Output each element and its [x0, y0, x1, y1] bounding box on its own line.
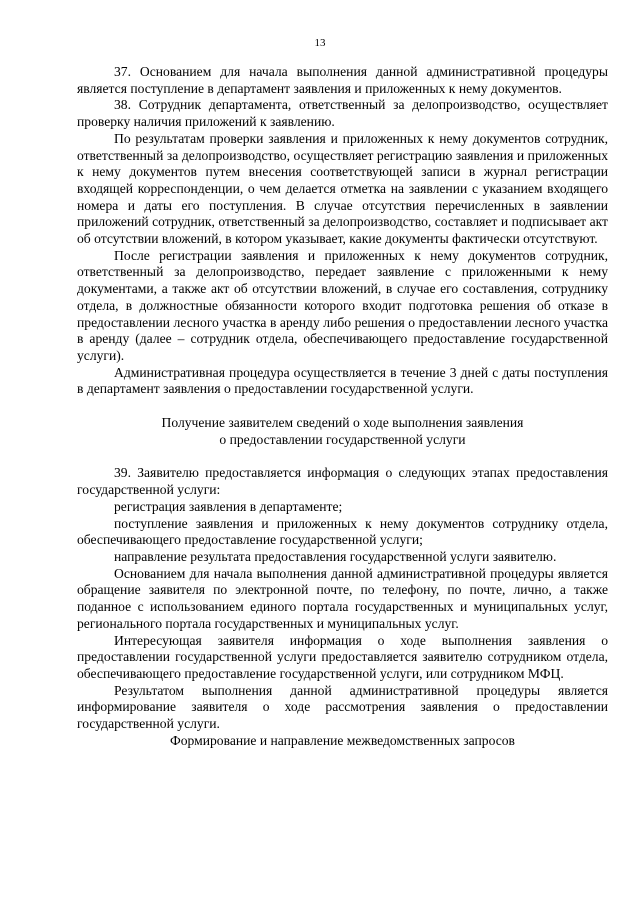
closing-heading: Формирование и направление межведомственных запросов: [170, 732, 515, 748]
list-item-registration: регистрация заявления в департаменте;: [114, 498, 343, 514]
paragraph-38: 38. Сотрудник департамента, ответственный за делопроизводство, осуществляет проверку наличия приложений к заявлению.: [77, 97, 608, 130]
section-heading-line-1: Получение заявителем сведений о ходе выполнения заявления: [161, 415, 524, 431]
paragraph-registration: По результатам проверки заявления и приложенных к нему документов сотрудник, ответственный за делопроизводство, осуществляет регистрацию заявления и приложенных к нему документов путем внесения соответствующей записи в журнал регистрации входящей корреспонденции, о чем делается отметка на заявлении с указанием входящего номера и даты его поступления. В случае отсутствия перечисленных в заявлении приложений сотрудник, ответственный за делопроизводство, составляет и подписывает акт об отсутствии вложений, в котором указывает, какие документы фактически отсутствуют.: [77, 130, 608, 247]
paragraph-37: 37. Основанием для начала выполнения данной административной процедуры является поступление в департамент заявления и приложенных к нему документов.: [77, 64, 608, 96]
section-heading-line-2: о предоставлении государственной услуги: [219, 431, 466, 447]
paragraph-duration: Административная процедура осуществляется в течение 3 дней с даты поступления в департамент заявления о предоставлении государственной услуги.: [77, 364, 608, 397]
paragraph-transfer: После регистрации заявления и приложенных к нему документов сотрудник, ответственный за делопроизводство, передает заявление с приложенными к нему документами, а также акт об отсутствии вложений, в случае его составления, сотруднику отдела, в должностные обязанности которого входит подготовка решения об отказе в предоставлении лесного участка в аренду либо решения о предоставлении лесного участка в аренду (далее – сотрудник отдела, обеспечивающего предоставление государственной услуги).: [77, 247, 608, 363]
paragraph-39: 39. Заявителю предоставляется информация о следующих этапах предоставления государственной услуги:: [77, 465, 608, 498]
page-number: 13: [314, 37, 326, 49]
list-item-receipt: поступление заявления и приложенных к нему документов сотруднику отдела, обеспечивающего предоставление государственной услуги;: [77, 515, 608, 548]
paragraph-basis: Основанием для начала выполнения данной административной процедуры является обращение заявителя по электронной почте, по телефону, по почте, лично, а также поданное с использованием единого портала государственных и муниципальных услуг, регионального портала государственных и муниципальных услуг.: [77, 565, 608, 631]
paragraph-information: Интересующая заявителя информация о ходе выполнения заявления о предоставлении государственной услуги предоставляется заявителю сотрудником отдела, обеспечивающего предоставление государственной услуги, или сотрудником МФЦ.: [77, 632, 608, 681]
paragraph-result: Результатом выполнения данной административной процедуры является информирование заявителя о ходе рассмотрения заявления о предоставлении государственной услуги.: [77, 682, 608, 732]
document-body: [77, 64, 608, 749]
list-item-result: направление результата предоставления государственной услуги заявителю.: [114, 548, 557, 564]
